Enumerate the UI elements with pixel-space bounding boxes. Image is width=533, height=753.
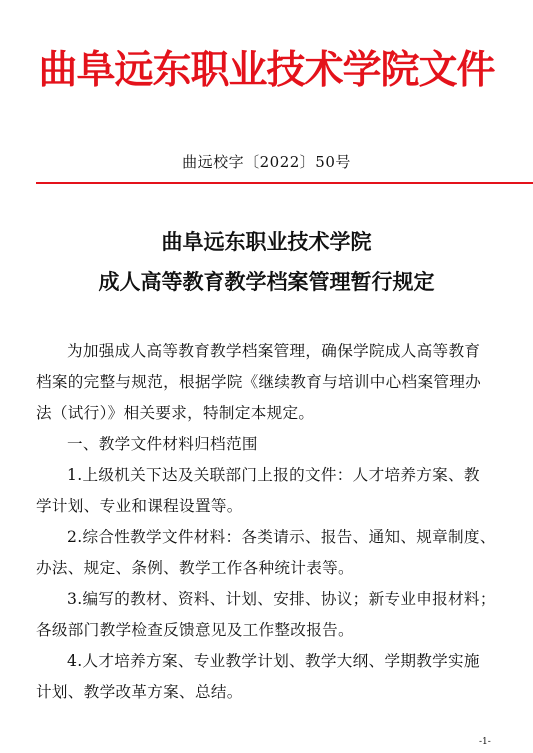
paragraph-line: 学计划、专业和课程设置等。 bbox=[36, 497, 243, 515]
page-number: -1- bbox=[479, 737, 491, 747]
paragraph-line: 法（试行）》相关要求，特制定本规定。 bbox=[36, 404, 315, 422]
paragraph-line: 4.人才培养方案、专业教学计划、教学大纲、学期教学实施 bbox=[67, 652, 480, 670]
paragraph-line: 档案的完整与规范，根据学院《继续教育与培训中心档案管理办 bbox=[36, 373, 482, 391]
paragraph-line: 办法、规定、条例、教学工作各种统计表等。 bbox=[36, 559, 354, 577]
paragraph-line: 为加强成人高等教育教学档案管理，确保学院成人高等教育 bbox=[67, 342, 481, 360]
paragraph-line: 1.上级机关下达及关联部门上报的文件：人才培养方案、教 bbox=[67, 466, 480, 484]
paragraph-line: 计划、教学改革方案、总结。 bbox=[36, 683, 243, 701]
document-title-line1: 曲阜远东职业技术学院 bbox=[161, 229, 372, 254]
red-divider bbox=[36, 182, 533, 184]
section-heading: 一、教学文件材料归档范围 bbox=[67, 435, 258, 453]
paragraph-line: 2.综合性教学文件材料：各类请示、报告、通知、规章制度、 bbox=[67, 528, 496, 546]
document-number: 曲远校字〔2022〕50号 bbox=[182, 153, 351, 171]
issuer-header: 曲阜远东职业技术学院文件 bbox=[38, 47, 495, 93]
document-title-line2: 成人高等教育教学档案管理暂行规定 bbox=[98, 269, 435, 294]
paragraph-line: 各级部门教学检查反馈意见及工作整改报告。 bbox=[36, 621, 354, 639]
paragraph-line: 3.编写的教材、资料、计划、安排、协议；新专业申报材料； bbox=[67, 590, 496, 608]
